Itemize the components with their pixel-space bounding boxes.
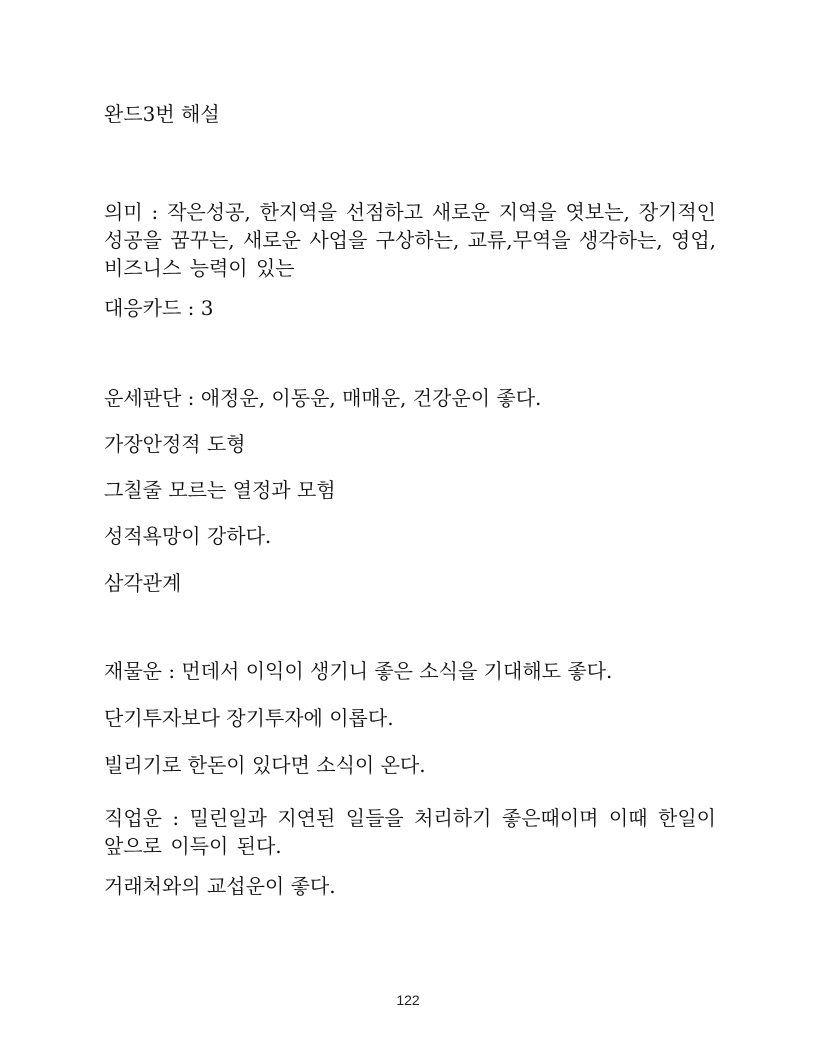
fortune-line: 그칠줄 모르는 열정과 모험 (104, 478, 336, 502)
fortune-line: 성적욕망이 강하다. (104, 524, 272, 548)
page-number: 122 (396, 992, 420, 1008)
fortune-line: 가장안정적 도형 (104, 432, 246, 456)
wealth-line: 빌리기로 한돈이 있다면 소식이 온다. (104, 753, 426, 777)
wealth-fortune: 재물운 : 먼데서 이익이 생기니 좋은 소식을 기대해도 좋다. (104, 659, 613, 683)
career-line: 거래처와의 교섭운이 좋다. (104, 874, 336, 898)
career-fortune-paragraph: 직업운 : 밀린일과 지연된 일들을 처리하기 좋은때이며 이때 한일이 앞으로 이득이 된다. (104, 806, 716, 858)
corresponding-card: 대응카드 : 3 (104, 296, 214, 320)
wealth-line: 단기투자보다 장기투자에 이롭다. (104, 706, 394, 730)
fortune-judgment: 운세판단 : 애정운, 이동운, 매매운, 건강운이 좋다. (104, 386, 542, 410)
page-title: 완드3번 해설 (104, 102, 220, 126)
meaning-paragraph: 의미 : 작은성공, 한지역을 선점하고 새로운 지역을 엿보는, 장기적인 성공을 꿈꾸는, 새로운 사업을 구상하는, 교류,무역을 생각하는, 영업, 비즈니스 능력이 있는 (104, 200, 716, 280)
fortune-line: 삼각관계 (104, 571, 182, 595)
